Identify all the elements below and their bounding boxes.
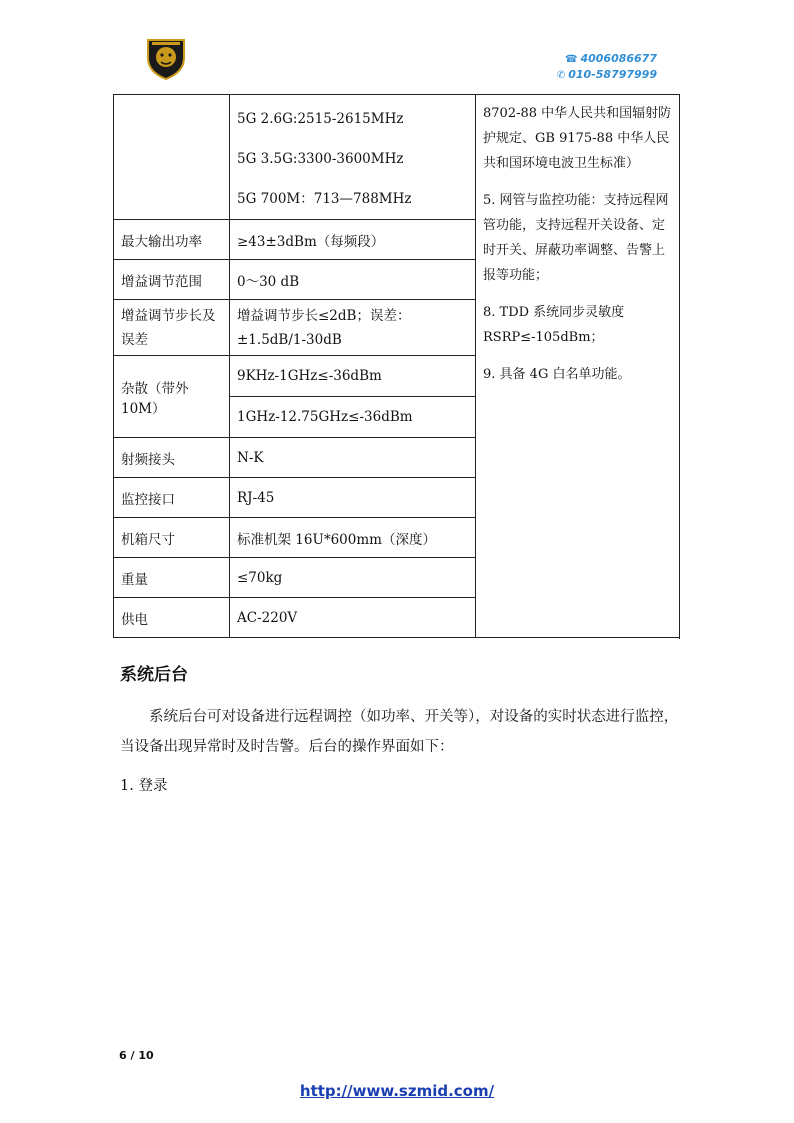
row-value: RJ-45 xyxy=(230,478,476,518)
freq-line: 5G 2.6G:2515-2615MHz xyxy=(237,111,404,127)
tel-line xyxy=(557,67,657,83)
section-paragraph: 系统后台可对设备进行远程调控（如功率、开关等），对设备的实时状态进行监控，当设备出现异常时及时告警。后台的操作界面如下： xyxy=(120,709,679,755)
row-label: 增益调节范围 xyxy=(114,260,230,300)
page-number: 6 / 10 xyxy=(119,1049,154,1062)
spurious-values-cell xyxy=(230,356,476,438)
row-label: 杂散（带外 10M） xyxy=(114,356,230,438)
handset-icon: ✆ xyxy=(556,70,566,81)
row-label: 射频接头 xyxy=(114,438,230,478)
phone-icon: ☎ xyxy=(564,54,578,65)
contact-block xyxy=(557,51,657,83)
row-label: 重量 xyxy=(114,558,230,598)
row-label: 监控接口 xyxy=(114,478,230,518)
row-label: 机箱尺寸 xyxy=(114,518,230,558)
row-label: 增益调节步长及误差 xyxy=(114,300,230,356)
step-heading: 1. 登录 xyxy=(120,778,168,794)
feature-item: 8702-88 中华人民共和国辐射防护规定、GB 9175-88 中华人民共和国环境电波卫生标准） xyxy=(483,106,672,171)
hotline-line xyxy=(557,51,657,67)
row-value: ≤70kg xyxy=(230,558,476,598)
website-link[interactable]: http://www.szmid.com/ xyxy=(299,1082,495,1100)
row-value: 0～30 dB xyxy=(230,260,476,300)
features-cell xyxy=(476,95,680,638)
row-value: 9KHz-1GHz≤-36dBm xyxy=(230,356,475,397)
row-label: 供电 xyxy=(114,598,230,638)
row-value: AC-220V xyxy=(230,598,476,638)
row-label: 最大输出功率 xyxy=(114,220,230,260)
freq-line: 5G 3.5G:3300-3600MHz xyxy=(237,151,404,167)
row-value: N-K xyxy=(230,438,476,478)
hotline-number: 4006086677 xyxy=(580,52,657,65)
tel-number: 010-58797999 xyxy=(568,68,657,81)
feature-item: 5. 网管与监控功能：支持远程网管功能，支持远程开关设备、定时开关、屏蔽功率调整、告警上报等功能； xyxy=(483,193,669,283)
freq-line: 5G 700M：713—788MHz xyxy=(237,191,412,207)
row-value: 增益调节步长≤2dB；误差：±1.5dB/1-30dB xyxy=(230,300,476,356)
company-logo xyxy=(146,36,186,80)
freq-values-cell xyxy=(230,95,476,220)
spec-table xyxy=(113,94,680,638)
freq-label-cell xyxy=(114,95,230,220)
feature-item: 9. 具备 4G 白名单功能。 xyxy=(483,367,631,382)
row-value: 1GHz-12.75GHz≤-36dBm xyxy=(237,409,413,425)
feature-item: 8. TDD 系统同步灵敏度 RSRP≤-105dBm； xyxy=(483,305,625,345)
row-value: ≥43±3dBm（每频段） xyxy=(230,220,476,260)
row-value: 标准机架 16U*600mm（深度） xyxy=(230,518,476,558)
section-title: 系统后台 xyxy=(120,665,188,685)
